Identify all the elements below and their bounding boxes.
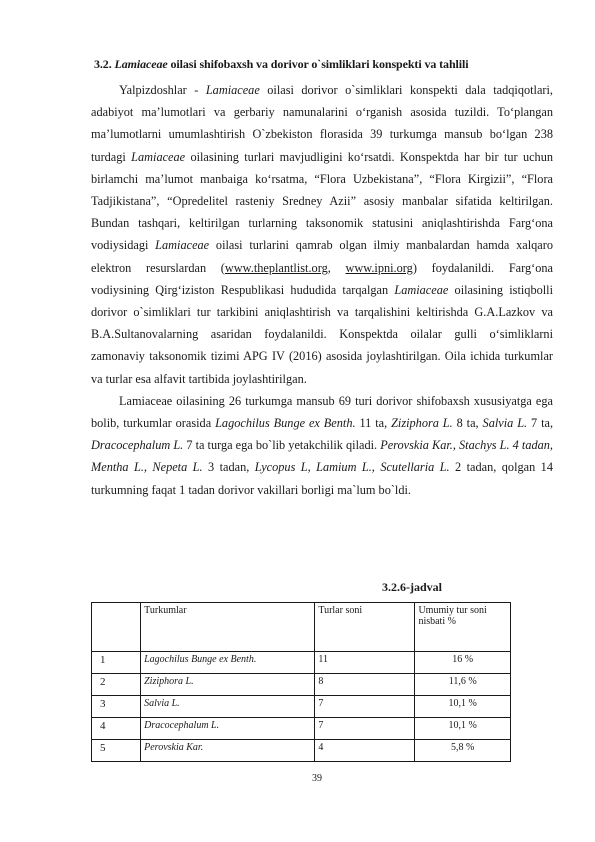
- italic-run: Salvia L.: [482, 416, 528, 431]
- heading-family-name: Lamiaceae: [114, 57, 168, 71]
- text-run: 8 ta,: [452, 416, 483, 431]
- text-run: oilasi dorivor o`simliklari konspekti dala tadqiqotlari, adabiyot ma’lumotlari va gerbariy namunalarini o‘rganish asosida tuzildi. To‘plangan ma’lumotlarni umumlashtirish O`zbekiston florasida 39 turkumga mansub bo‘lgan 238 turdagi: [91, 83, 553, 164]
- text-run: oilasining turlari mavjudligini ko‘rsatdi. Konspektda har bir tur uchun birlamchi ma’lumot manbaiga ko‘rsatma, “Flora Uzbekistana”, “Flora Kirgizii”, “Flora Tadjikistana”, “Opredelitel rasteniy Sredney Azii” asosiy manbalar sifatida keltirilgan. Bundan tashqari, keltirilgan turlarning taksonomik statusini aniqlashtirishda Farg‘ona vodiysidagi: [91, 149, 553, 253]
- row-number: 1: [92, 652, 141, 674]
- heading-text: oilasi shifobaxsh va dorivor o`simliklari konspekti va tahlili: [167, 57, 469, 71]
- text-run: ) foydalanildi. Farg‘ona vodiysining Qirg‘iziston Respublikasi hududida tarqalgan: [91, 260, 553, 297]
- italic-run: Dracocephalum L.: [91, 438, 184, 453]
- genus-name: Ziziphora L.: [141, 674, 315, 696]
- header-species-count: Turlar soni: [315, 603, 415, 652]
- species-count: 4: [315, 740, 415, 762]
- page-number: 39: [312, 773, 322, 784]
- table-row: [92, 652, 511, 674]
- link-theplantlist[interactable]: www.theplantlist.org: [224, 260, 328, 275]
- italic-run: Lamiaceae: [205, 83, 260, 97]
- ratio-percent: 10,1 %: [415, 718, 511, 740]
- header-number: [92, 603, 141, 652]
- row-number: 2: [92, 674, 141, 696]
- genus-name: Salvia L.: [141, 696, 315, 718]
- genus-name: Lagochilus Bunge ex Benth.: [141, 652, 315, 674]
- text-run: oilasining istiqbolli dorivor o`simliklari tur tarkibini aniqlashtirish va tarqalishini keltirishda G.A.Lazkov va B.A.Sultanovalarning asaridan foydalanildi. Konspektda oilalar gulli o‘simliklarni zamonaviy taksonomik tizimi APG IV (2016) asosida joylashtirilgan. Oila ichida turkumlar va turlar esa alfavit tartibida joylashtirilgan.: [91, 282, 553, 386]
- italic-run: Perovskia Kar., Stachys L. 4 tadan, Mentha L., Nepeta L.: [91, 438, 553, 475]
- ratio-percent: 10,1 %: [415, 696, 511, 718]
- row-number: 5: [92, 740, 141, 762]
- species-count: 7: [315, 718, 415, 740]
- table-row: [92, 674, 511, 696]
- section-heading: [94, 57, 468, 72]
- italic-run: Ziziphora L.: [391, 416, 453, 431]
- row-number: 3: [92, 696, 141, 718]
- row-number: 4: [92, 718, 141, 740]
- text-run: Yalpizdoshlar -: [119, 83, 206, 97]
- text-run: 7 ta turga ega bo`lib yetakchilik qiladi.: [183, 438, 381, 453]
- body-text: [91, 79, 553, 501]
- text-run: 2 tadan, qolgan 14 turkumning faqat 1 tadan dorivor vakillari borligi ma`lum bo`ldi.: [91, 460, 553, 497]
- table-row: [92, 740, 511, 762]
- genus-name: Perovskia Kar.: [141, 740, 315, 762]
- paragraph-2: [91, 390, 553, 501]
- text-run: 7 ta,: [527, 416, 554, 431]
- ratio-percent: 5,8 %: [415, 740, 511, 762]
- species-count: 8: [315, 674, 415, 696]
- header-ratio: Umumiy tur soni nisbati %: [415, 603, 511, 652]
- text-run: ,: [327, 260, 346, 275]
- genera-table: [91, 602, 511, 762]
- table-row: [92, 696, 511, 718]
- text-run: 11 ta,: [355, 416, 392, 431]
- text-run: Lamiaceae oilasining 26 turkumga mansub 69 turi dorivor shifobaxsh xususiyatga ega bolib, turkumlar orasida: [91, 393, 553, 431]
- text-run: 3 tadan,: [202, 460, 255, 475]
- table-row: [92, 718, 511, 740]
- ratio-percent: 11,6 %: [415, 674, 511, 696]
- header-genera: Turkumlar: [141, 603, 315, 652]
- section-number: 3.2.: [94, 57, 112, 71]
- paragraph-1: [91, 79, 553, 390]
- ratio-percent: 16 %: [415, 652, 511, 674]
- table-header-row: [92, 603, 511, 652]
- genus-name: Dracocephalum L.: [141, 718, 315, 740]
- italic-run: Lycopus L, Lamium L., Scutellaria L.: [254, 460, 450, 475]
- link-ipni[interactable]: www.ipni.org: [345, 260, 413, 275]
- italic-run: Lamiaceae: [155, 238, 210, 253]
- italic-run: Lamiaceae: [394, 282, 449, 297]
- species-count: 11: [315, 652, 415, 674]
- text-run: oilasi turlarini qamrab olgan ilmiy manbalardan hamda xalqaro elektron resurslardan (: [91, 238, 553, 275]
- italic-run: Lamiaceae: [131, 149, 186, 164]
- italic-run: Lagochilus Bunge ex Benth.: [215, 416, 356, 431]
- species-count: 7: [315, 696, 415, 718]
- table-caption: 3.2.6-jadval: [382, 580, 442, 594]
